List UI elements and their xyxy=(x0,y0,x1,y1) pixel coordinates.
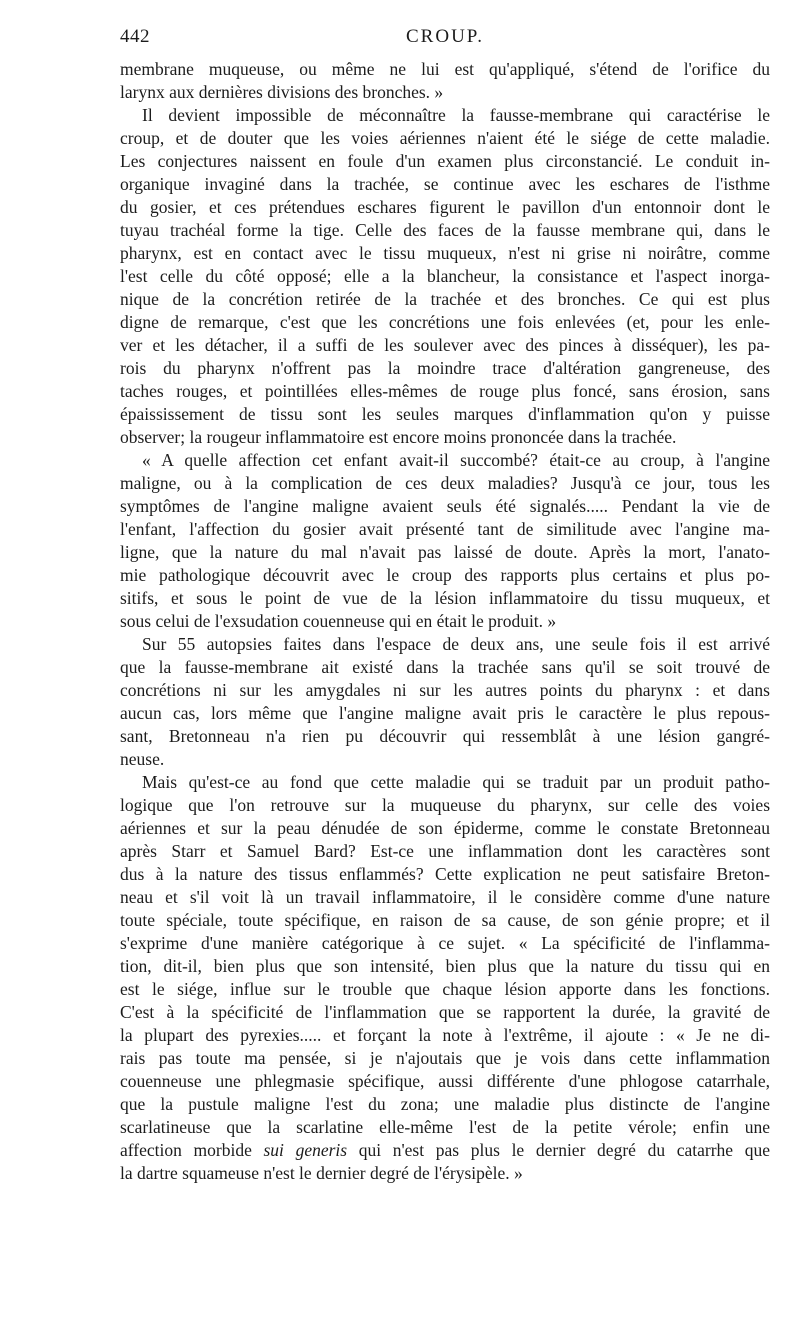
text-line: la plupart des pyrexies..... et forçant la note à l'extrême, il ajoute : « Je ne di- xyxy=(120,1025,770,1045)
text-line: que la pustule maligne l'est du zona; une maladie plus distincte de l'angine xyxy=(120,1094,770,1114)
text-line: neuse. xyxy=(120,749,165,769)
text-line: affection morbide sui generis qui n'est pas plus le dernier degré du catarrhe que xyxy=(120,1140,770,1160)
text-line: Il devient impossible de méconnaître la fausse-membrane qui caractérise le xyxy=(142,105,770,125)
text-line: taches rouges, et pointillées elles-mêmes de rouge plus foncé, sans érosion, sans xyxy=(120,381,770,401)
text-line: sant, Bretonneau n'a rien pu découvrir qui ressemblât à une lésion gangré- xyxy=(120,726,770,746)
running-title: CROUP. xyxy=(406,26,484,47)
text-line: ver et les détacher, il a suffi de les soulever avec des pinces à disséquer), les pa- xyxy=(120,335,770,355)
text-line: la dartre squameuse n'est le dernier degré de l'érysipèle. » xyxy=(120,1163,523,1183)
text-line: scarlatineuse que la scarlatine elle-même l'est de la petite vérole; enfin une xyxy=(120,1117,770,1137)
text-line: l'enfant, l'affection du gosier avait présenté tant de similitude avec l'angine ma- xyxy=(120,519,770,539)
text-line: logique que l'on retrouve sur la muqueuse du pharynx, sur celle des voies xyxy=(120,795,770,815)
text-line: membrane muqueuse, ou même ne lui est qu'appliqué, s'étend de l'orifice du xyxy=(120,59,770,79)
text-line: couenneuse une phlegmasie spécifique, aussi différente d'une phlogose catarrhale, xyxy=(120,1071,770,1091)
text-line: sous celui de l'exsudation couenneuse qui en était le produit. » xyxy=(120,611,557,631)
text-line: après Starr et Samuel Bard? Est-ce une inflammation dont les caractères sont xyxy=(120,841,770,861)
text-line: du gosier, et ces prétendues eschares figurent le pavillon d'un entonnoir dont le xyxy=(120,197,770,217)
text-line: est le siége, influe sur le trouble que chaque lésion apporte dans les fonctions. xyxy=(120,979,770,999)
text-line: s'exprime d'une manière catégorique à ce sujet. « La spécificité de l'inflamma- xyxy=(120,933,770,953)
text-line: tuyau trachéal forme la tige. Celle des faces de la fausse membrane qui, dans le xyxy=(120,220,770,240)
text-line: Les conjectures naissent en foule d'un examen plus circonstancié. Le conduit in- xyxy=(120,151,770,171)
text-line: dus à la nature des tissus enflammés? Cette explication ne peut satisfaire Breton- xyxy=(120,864,770,884)
text-line: Mais qu'est-ce au fond que cette maladie qui se traduit par un produit patho- xyxy=(142,772,770,792)
text-line: épaississement de tissu sont les seules marques d'inflammation qu'on y puisse xyxy=(120,404,770,424)
text-line: sitifs, et sous le point de vue de la lésion inflammatoire du tissu muqueux, et xyxy=(120,588,770,608)
text-line: neau et s'il voit là un travail inflammatoire, il le considère comme d'une nature xyxy=(120,887,770,907)
text-line: concrétions ni sur les amygdales ni sur les autres points du pharynx : et dans xyxy=(120,680,770,700)
page-header xyxy=(120,26,770,60)
text-line: l'est celle du côté opposé; elle a la blancheur, la consistance et l'aspect inorga- xyxy=(120,266,770,286)
text-line: ligne, que la nature du mal n'avait pas laissé de doute. Après la mort, l'anato- xyxy=(120,542,770,562)
text-line: organique invaginé dans la trachée, se continue avec les eschares de l'isthme xyxy=(120,174,770,194)
body-text xyxy=(120,58,770,1185)
text-line: symptômes de l'angine maligne avaient seuls été signalés..... Pendant la vie de xyxy=(120,496,770,516)
text-line: digne de remarque, c'est que les concrétions une fois enlevées (et, pour les enle- xyxy=(120,312,770,332)
text-line: aucun cas, lors même que l'angine maligne avait pris le caractère le plus repous- xyxy=(120,703,770,723)
text-line: mie pathologique découvrit avec le croup des rapports plus certains et plus po- xyxy=(120,565,770,585)
text-line: croup, et de douter que les voies aériennes n'aient été le siége de cette maladie. xyxy=(120,128,770,148)
text-line: maligne, ou à la complication de ces deux maladies? Jusqu'à ce jour, tous les xyxy=(120,473,770,493)
text-line: rois du pharynx n'offrent pas la moindre trace d'altération gangreneuse, des xyxy=(120,358,770,378)
text-line: tion, dit-il, bien plus que son intensité, bien plus que la nature du tissu qui en xyxy=(120,956,770,976)
text-line: que la fausse-membrane ait existé dans la trachée sans qu'il se soit trouvé de xyxy=(120,657,770,677)
text-line: pharynx, est en contact avec le tissu muqueux, n'est ni grise ni noirâtre, comme xyxy=(120,243,770,263)
text-line: observer; la rougeur inflammatoire est encore moins prononcée dans la trachée. xyxy=(120,427,677,447)
page-number: 442 xyxy=(120,26,150,47)
text-line: nique de la concrétion retirée de la trachée et des bronches. Ce qui est plus xyxy=(120,289,770,309)
text-line: rais pas toute ma pensée, si je n'ajoutais que je vois dans cette inflammation xyxy=(120,1048,770,1068)
text-line: aériennes et sur la peau dénudée de son épiderme, comme le constate Bretonneau xyxy=(120,818,770,838)
text-line: C'est à la spécificité de l'inflammation que se rapportent la durée, la gravité de xyxy=(120,1002,770,1022)
text-line: Sur 55 autopsies faites dans l'espace de deux ans, une seule fois il est arrivé xyxy=(142,634,770,654)
text-line: larynx aux dernières divisions des bronches. » xyxy=(120,82,444,102)
text-line: toute spéciale, toute spécifique, en raison de sa cause, de son génie propre; et il xyxy=(120,910,770,930)
text-line: « A quelle affection cet enfant avait-il succombé? était-ce au croup, à l'angine xyxy=(142,450,770,470)
